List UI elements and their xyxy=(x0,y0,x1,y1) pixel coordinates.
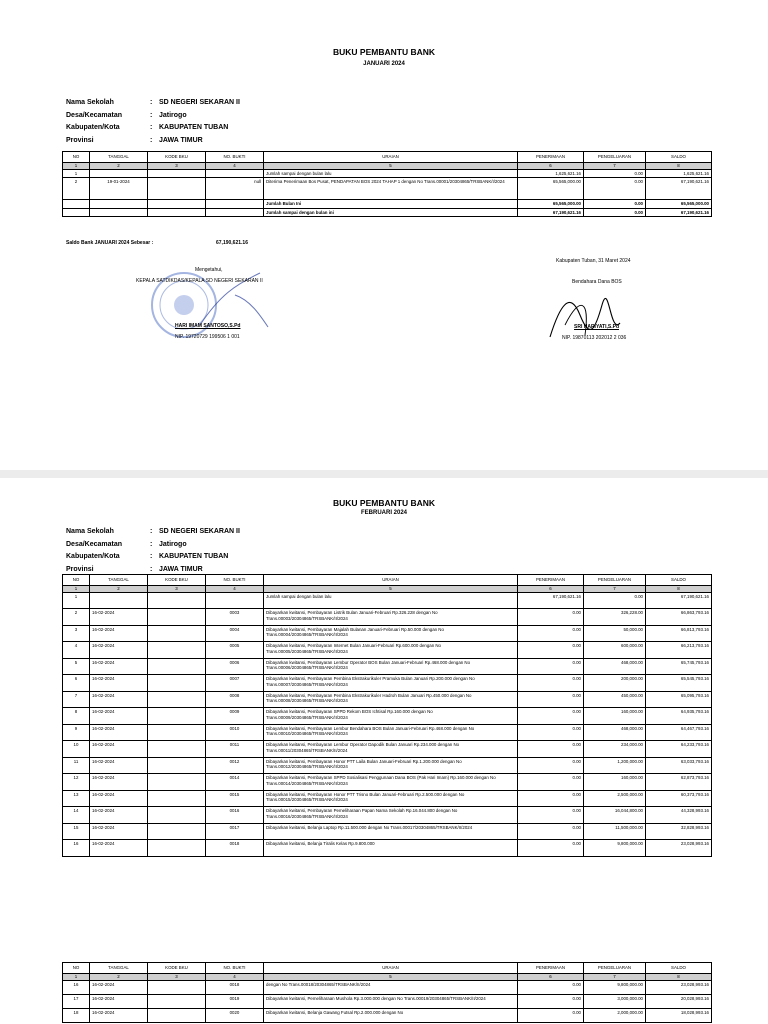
cell-no: 3 xyxy=(63,625,90,642)
cell-terima: 0.00 xyxy=(518,757,584,774)
cell-uraian: Dibayarkan kwitansi, Pembayaran Pembina Ekstrakurikuler Pramuka Bulan Januari Rp.200.000 dengan No Trans.00007/20304865/TRSBANK/II/2024 xyxy=(264,675,518,692)
cell-keluar: 450,000.00 xyxy=(584,691,646,708)
table-row: 2 19-01-2024 null Diterima Penerimaan Bos Pusat, PENDAPATAN BOS 2024 TAHAP 1 dengan No Trans.00001/20304865/TRSBANK/I/2024 65,565,000.00 0.00 67,190,621.16 xyxy=(63,178,712,200)
cell-uraian: Dibayarkan kwitansi, Pembayaran SPPD Rekom BOS Ichtisal Rp.160.000 dengan No Trans.00009/20304865/TRSBANK/II/2024 xyxy=(264,708,518,725)
cell-bukti: 0004 xyxy=(206,625,264,642)
cell-tanggal: 16-02-2024 xyxy=(90,675,148,692)
cell-keluar: 1,200,000.00 xyxy=(584,757,646,774)
cell-kode xyxy=(148,790,206,807)
cell-bukti: 0019 xyxy=(206,994,264,1008)
cell-saldo: 64,935,793.16 xyxy=(646,708,712,725)
cell-kode xyxy=(148,980,206,994)
cell-saldo: 20,028,993.16 xyxy=(646,994,712,1008)
document-title: BUKU PEMBANTU BANK xyxy=(333,47,435,57)
cell-keluar: 160,000.00 xyxy=(584,708,646,725)
info-row: Nama Sekolah : SD NEGERI SEKARAN II xyxy=(66,99,240,106)
cell-terima: 0.00 xyxy=(518,724,584,741)
cell-saldo: 65,545,793.16 xyxy=(646,675,712,692)
table-row xyxy=(63,724,712,741)
column-number-row: 1 2 3 4 5 6 7 8 xyxy=(63,974,712,981)
cell-saldo: 23,028,993.16 xyxy=(646,980,712,994)
cell-saldo: 65,095,793.16 xyxy=(646,691,712,708)
cell-kode xyxy=(148,724,206,741)
page-february xyxy=(0,478,768,1024)
table-row xyxy=(63,642,712,659)
cell-terima: 0.00 xyxy=(518,790,584,807)
cell-no: 12 xyxy=(63,774,90,791)
cell-saldo: 64,467,793.16 xyxy=(646,724,712,741)
right-sign-role: Bendahara Dana BOS xyxy=(572,279,622,285)
cell-uraian: Dibayarkan kwitansi, Pembayaran Honor PTT Laila Bulan Januari-Februari Rp.1.200.000 dengan No Trans.00012/20304865/TRSBANK/II/2024 xyxy=(264,757,518,774)
table-header-row: NO TANGGAL KODE BKU NO. BUKTI URAIAN PENERIMAAN PENGELUARAN SALDO xyxy=(63,152,712,163)
cell-tanggal: 16-02-2024 xyxy=(90,658,148,675)
cell-no: 16 xyxy=(63,840,90,857)
ledger-table-february xyxy=(62,574,712,857)
cell-kode xyxy=(148,774,206,791)
table-row xyxy=(63,980,712,994)
cell-tanggal: 16-02-2024 xyxy=(90,807,148,824)
cell-no: 13 xyxy=(63,790,90,807)
cell-kode xyxy=(148,708,206,725)
info-row: Provinsi : JAWA TIMUR xyxy=(66,136,203,144)
table-row xyxy=(63,708,712,725)
cell-no: 9 xyxy=(63,724,90,741)
cell-tanggal: 16-02-2024 xyxy=(90,757,148,774)
cell-bukti xyxy=(206,592,264,609)
table-row xyxy=(63,741,712,758)
document-month: JANUARI 2024 xyxy=(363,61,405,67)
cell-kode xyxy=(148,757,206,774)
cell-uraian: Dibayarkan kwitansi, Pembayaran Lembur Operator BOS Bulan Januari-Februari Rp.468.000 dengan No Trans.00006/20304865/TRSBANK/II/2024 xyxy=(264,658,518,675)
cell-terima: 0.00 xyxy=(518,807,584,824)
table-header-row: NO TANGGAL KODE BKU NO. BUKTI URAIAN PENERIMAAN PENGELUARAN SALDO xyxy=(63,963,712,974)
cell-terima: 0.00 xyxy=(518,625,584,642)
cell-uraian: Dibayarkan kwitansi, Pembayaran Pembina Ekstrakurikuler Hadroh Bulan Januari Rp.450.000 dengan No Trans.00008/20304865/TRSBANK/II/2024 xyxy=(264,691,518,708)
cell-tanggal: 16-02-2024 xyxy=(90,1008,148,1022)
ledger-table-continued xyxy=(62,962,712,1023)
cell-uraian: Dibayarkan kwitansi, Pembayaran Listrik Bulan Januari-Februari Rp.326.228 dengan No Trans.00003/20304865/TRSBANK/II/2024 xyxy=(264,609,518,626)
cell-bukti: 0008 xyxy=(206,691,264,708)
left-sign-name: HARI IMAM SANTOSO,S.Pd xyxy=(175,323,241,329)
cell-kode xyxy=(148,1008,206,1022)
cell-bukti: 0020 xyxy=(206,1008,264,1022)
right-sign-name: SRI HARIYATI,S.Pd xyxy=(574,324,620,330)
table-row xyxy=(63,691,712,708)
cell-uraian: Dibayarkan kwitansi, Pembayaran Pemeliharaan Papan Nama Sekolah Rp.16.044.800 dengan No Trans.00016/20304865/TRSBANK/II/2024 xyxy=(264,807,518,824)
saldo-value: 67,190,621.16 xyxy=(216,240,248,246)
table-row xyxy=(63,994,712,1008)
cell-bukti: 0014 xyxy=(206,774,264,791)
cell-terima: 0.00 xyxy=(518,658,584,675)
cell-no: 8 xyxy=(63,708,90,725)
cell-saldo: 66,813,793.16 xyxy=(646,625,712,642)
table-row xyxy=(63,840,712,857)
cell-tanggal: 16-02-2024 xyxy=(90,642,148,659)
table-row xyxy=(63,675,712,692)
cell-terima: 0.00 xyxy=(518,741,584,758)
info-row: Nama Sekolah : SD NEGERI SEKARAN II xyxy=(66,528,240,535)
cell-tanggal: 16-02-2024 xyxy=(90,741,148,758)
cell-terima: 0.00 xyxy=(518,840,584,857)
cell-keluar: 2,000,000.00 xyxy=(584,1008,646,1022)
cell-saldo: 66,863,793.16 xyxy=(646,609,712,626)
cell-saldo: 32,828,993.16 xyxy=(646,823,712,840)
cell-uraian: Dibayarkan kwitansi, Pembayaran Internet Bulan Januari-Februari Rp.600.000 dengan No Trans.00005/20304865/TRSBANK/II/2024 xyxy=(264,642,518,659)
table-row xyxy=(63,757,712,774)
cell-keluar: 234,000.00 xyxy=(584,741,646,758)
right-sign-place-date: Kabupaten Tuban, 31 Maret 2024 xyxy=(556,258,631,264)
cell-terima: 0.00 xyxy=(518,609,584,626)
cell-keluar: 160,000.00 xyxy=(584,774,646,791)
document-title: BUKU PEMBANTU BANK xyxy=(333,498,435,508)
cell-terima: 67,190,621.16 xyxy=(518,592,584,609)
cell-saldo: 60,373,793.16 xyxy=(646,790,712,807)
cell-keluar: 468,000.00 xyxy=(584,724,646,741)
cell-keluar: 468,000.00 xyxy=(584,658,646,675)
cell-tanggal xyxy=(90,592,148,609)
cell-terima: 0.00 xyxy=(518,823,584,840)
table-row xyxy=(63,658,712,675)
cell-bukti: 0012 xyxy=(206,757,264,774)
cell-kode xyxy=(148,642,206,659)
column-number-row: 1 2 3 4 5 6 7 8 xyxy=(63,163,712,170)
cell-saldo: 63,033,793.16 xyxy=(646,757,712,774)
cell-bukti: 0016 xyxy=(206,807,264,824)
table-row xyxy=(63,774,712,791)
cell-no: 4 xyxy=(63,642,90,659)
table-row: 1 Jumlah sampai dengan bulan lalu 1,625,621.16 0.00 1,625,621.16 xyxy=(63,169,712,178)
cell-bukti: 0009 xyxy=(206,708,264,725)
school-info xyxy=(66,97,240,147)
table-header-row: NO TANGGAL KODE BKU NO. BUKTI URAIAN PENERIMAAN PENGELUARAN SALDO xyxy=(63,575,712,586)
cell-tanggal: 16-02-2024 xyxy=(90,840,148,857)
info-row: Desa/Kecamatan : Jatirogo xyxy=(66,111,187,119)
cell-uraian: Dibayarkan kwitansi, Belanja Tiralis Kelas Rp.9.800.000 xyxy=(264,840,518,857)
cell-keluar: 16,044,800.00 xyxy=(584,807,646,824)
cell-tanggal: 16-02-2024 xyxy=(90,609,148,626)
table-row xyxy=(63,625,712,642)
cell-saldo: 64,233,793.16 xyxy=(646,741,712,758)
cell-no: 6 xyxy=(63,675,90,692)
cell-keluar: 0.00 xyxy=(584,592,646,609)
table-row xyxy=(63,823,712,840)
cell-uraian: Jumlah sampai dengan bulan lalu xyxy=(264,592,518,609)
cell-kode xyxy=(148,840,206,857)
info-row: Kabupaten/Kota : KABUPATEN TUBAN xyxy=(66,553,229,560)
table-row xyxy=(63,807,712,824)
page-january xyxy=(0,0,768,470)
cell-keluar: 200,000.00 xyxy=(584,675,646,692)
cell-bukti: 0005 xyxy=(206,642,264,659)
cell-terima: 0.00 xyxy=(518,980,584,994)
column-number-row: 1 2 3 4 5 6 7 8 xyxy=(63,586,712,593)
cell-uraian: Dibayarkan kwitansi, Pembayaran Honor PTT Trisno Bulan Januari-Februari Rp.2.500.000 dengan No Trans.00015/20304865/TRSBANK/II/2024 xyxy=(264,790,518,807)
cell-no: 16 xyxy=(63,980,90,994)
left-sign-nip: NIP. 19720729 199506 1 001 xyxy=(175,334,240,340)
cell-kode xyxy=(148,675,206,692)
cell-no: 2 xyxy=(63,609,90,626)
cell-no: 14 xyxy=(63,807,90,824)
cell-tanggal: 16-02-2024 xyxy=(90,823,148,840)
right-sign-nip: NIP. 19870113 202012 2 036 xyxy=(562,335,627,341)
info-row: Desa/Kecamatan : Jatirogo xyxy=(66,540,187,548)
table-row xyxy=(63,790,712,807)
cell-tanggal: 16-02-2024 xyxy=(90,790,148,807)
cell-uraian: Dibayarkan kwitansi, Pemeliharaan Mushola Rp.3.000.000 dengan No Trans.00019/20304865/TRSBANK/II/2024 xyxy=(264,994,518,1008)
cell-terima: 0.00 xyxy=(518,774,584,791)
cell-no: 11 xyxy=(63,757,90,774)
ledger-table-january xyxy=(62,151,712,217)
table-row xyxy=(63,592,712,609)
cell-uraian: Dibayarkan kwitansi, Belanja Gawang Futsal Rp.2.000.000 dengan No xyxy=(264,1008,518,1022)
cell-terima: 0.00 xyxy=(518,642,584,659)
cell-kode xyxy=(148,994,206,1008)
total-row: Jumlah Bulan Ini 65,565,000.00 0.00 65,565,000.00 xyxy=(63,200,712,209)
cell-bukti: 0007 xyxy=(206,675,264,692)
cell-saldo: 66,213,793.16 xyxy=(646,642,712,659)
cell-saldo: 67,190,621.16 xyxy=(646,592,712,609)
cell-kode xyxy=(148,807,206,824)
cell-no: 18 xyxy=(63,1008,90,1022)
cell-tanggal: 16-02-2024 xyxy=(90,994,148,1008)
cell-kode xyxy=(148,592,206,609)
cell-bukti: 0017 xyxy=(206,823,264,840)
cell-uraian: Dibayarkan kwitansi, Pembayaran Lembur Bendahara BOS Bulan Januari-Februari Rp.468.000 dengan No Trans.00010/20304865/TRSBANK/II/2024 xyxy=(264,724,518,741)
cell-keluar: 9,800,000.00 xyxy=(584,840,646,857)
cell-tanggal: 16-02-2024 xyxy=(90,708,148,725)
cell-terima: 0.00 xyxy=(518,691,584,708)
cell-tanggal: 16-02-2024 xyxy=(90,625,148,642)
saldo-label: Saldo Bank JANUARI 2024 Sebesar : xyxy=(66,240,154,246)
cell-uraian: Dibayarkan kwitansi, Pembayaran Majalah Bulanan Januari-Februari Rp.50.000 dengan No Trans.00004/20304865/TRSBANK/II/2024 xyxy=(264,625,518,642)
cell-terima: 0.00 xyxy=(518,994,584,1008)
left-sign-line1: Mengetahui, xyxy=(195,267,223,273)
cell-uraian: dengan No Trans.00018/20304865/TRSBANK/II/2024 xyxy=(264,980,518,994)
cell-no: 17 xyxy=(63,994,90,1008)
cell-kode xyxy=(148,609,206,626)
cell-keluar: 3,000,000.00 xyxy=(584,994,646,1008)
cell-no: 10 xyxy=(63,741,90,758)
cell-saldo: 23,028,993.16 xyxy=(646,840,712,857)
cell-tanggal: 16-02-2024 xyxy=(90,724,148,741)
cell-kode xyxy=(148,823,206,840)
document-month: FEBRUARI 2024 xyxy=(360,510,407,516)
info-row: Provinsi : JAWA TIMUR xyxy=(66,565,203,573)
cell-keluar: 2,500,000.00 xyxy=(584,790,646,807)
cell-saldo: 18,028,993.16 xyxy=(646,1008,712,1022)
cell-saldo: 44,328,993.16 xyxy=(646,807,712,824)
cell-bukti: 0010 xyxy=(206,724,264,741)
cell-keluar: 600,000.00 xyxy=(584,642,646,659)
cell-kode xyxy=(148,691,206,708)
cell-bukti: 0018 xyxy=(206,980,264,994)
cell-bukti: 0006 xyxy=(206,658,264,675)
table-row xyxy=(63,1008,712,1022)
cell-tanggal: 16-02-2024 xyxy=(90,980,148,994)
cell-keluar: 326,228.00 xyxy=(584,609,646,626)
cell-no: 15 xyxy=(63,823,90,840)
cell-tanggal: 16-02-2024 xyxy=(90,774,148,791)
cell-terima: 0.00 xyxy=(518,675,584,692)
cell-no: 1 xyxy=(63,592,90,609)
cell-keluar: 50,000.00 xyxy=(584,625,646,642)
cell-tanggal: 16-02-2024 xyxy=(90,691,148,708)
cell-kode xyxy=(148,741,206,758)
cell-bukti: 0015 xyxy=(206,790,264,807)
school-info xyxy=(66,526,240,576)
info-row: Kabupaten/Kota : KABUPATEN TUBAN xyxy=(66,124,229,131)
table-row xyxy=(63,609,712,626)
cell-uraian: Dibayarkan kwitansi, Pembayaran SPPD Sosialisasi Penggunaan Dana BOS (Pak Hari Imam) Rp.160.000 dengan No Trans.00014/20304865/TRSBANK/II/2024 xyxy=(264,774,518,791)
cell-bukti: 0018 xyxy=(206,840,264,857)
cell-terima: 0.00 xyxy=(518,708,584,725)
cell-no: 5 xyxy=(63,658,90,675)
cell-bukti: 0011 xyxy=(206,741,264,758)
cell-uraian: Dibayarkan kwitansi, Belanja Laptop Rp.11.500.000 dengan No Trans.00017/20304865/TRSBANK/II/2024 xyxy=(264,823,518,840)
cell-bukti: 0003 xyxy=(206,609,264,626)
cell-saldo: 62,873,793.16 xyxy=(646,774,712,791)
cell-saldo: 65,745,793.16 xyxy=(646,658,712,675)
total-row: Jumlah sampai dengan bulan ini 67,190,621.16 0.00 67,190,621.16 xyxy=(63,208,712,217)
cell-kode xyxy=(148,625,206,642)
cell-uraian: Dibayarkan kwitansi, Pembayaran Lembur Operator Dapodik Bulan Januari Rp.234.000 dengan No Trans.00011/20304865/TRSBANK/II/2024 xyxy=(264,741,518,758)
cell-kode xyxy=(148,658,206,675)
cell-terima: 0.00 xyxy=(518,1008,584,1022)
left-sign-line2: KEPALA SATDIKDAS/KEPALA SD NEGERI SEKARAN II xyxy=(136,278,263,284)
cell-keluar: 11,500,000.00 xyxy=(584,823,646,840)
cell-keluar: 9,800,000.00 xyxy=(584,980,646,994)
cell-no: 7 xyxy=(63,691,90,708)
